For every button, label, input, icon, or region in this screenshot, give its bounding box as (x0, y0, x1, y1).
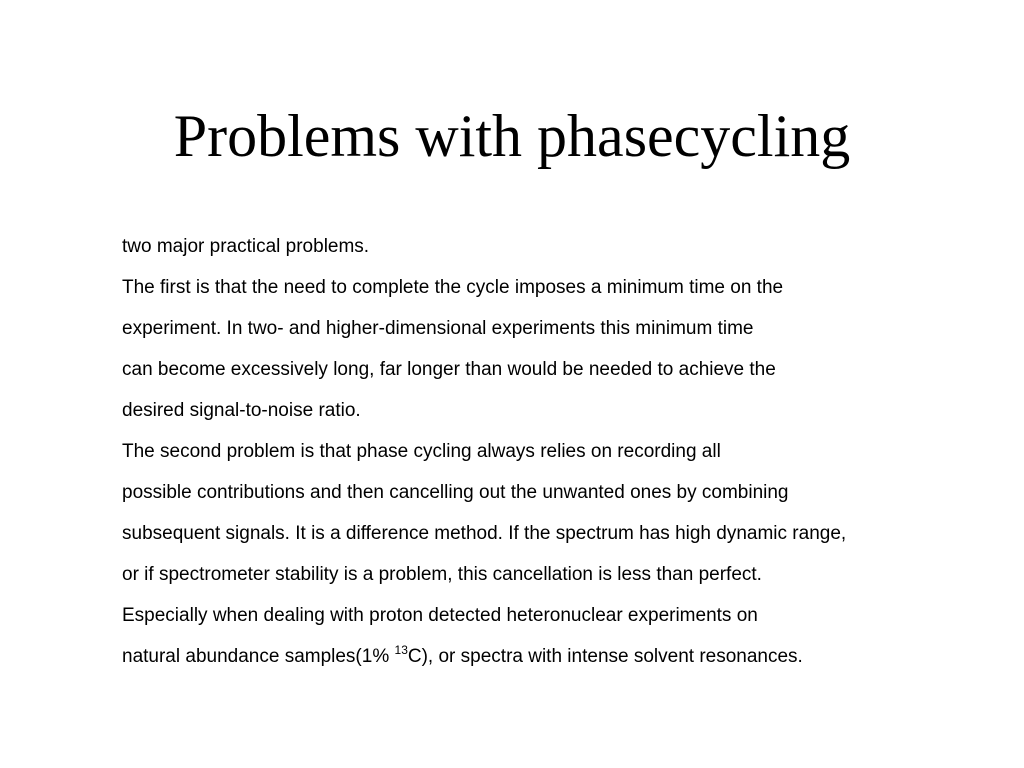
body-line-last (122, 642, 932, 668)
body-line-last-before: natural abundance samples(1% (122, 646, 395, 667)
body-line: two major practical problems. (122, 236, 370, 257)
slide-body (122, 236, 932, 687)
body-line: can become excessively long, far longer than would be needed to achieve the (122, 359, 776, 380)
body-line-last-after: C), or spectra with intense solvent resonances. (407, 646, 803, 667)
body-line: desired signal-to-noise ratio. (122, 400, 361, 421)
body-line: Especially when dealing with proton detected heteronuclear experiments on (122, 605, 758, 626)
slide-title: Problems with phasecycling (173, 103, 851, 169)
body-line: The first is that the need to complete the cycle imposes a minimum time on the (122, 277, 784, 298)
isotope-superscript: 13 (394, 642, 408, 657)
body-line: The second problem is that phase cycling always relies on recording all (122, 441, 721, 462)
body-line: subsequent signals. It is a difference method. If the spectrum has high dynamic range, (122, 523, 847, 544)
body-line: or if spectrometer stability is a problem, this cancellation is less than perfect. (122, 564, 762, 585)
body-line: experiment. In two- and higher-dimensional experiments this minimum time (122, 318, 754, 339)
body-line: possible contributions and then cancelling out the unwanted ones by combining (122, 482, 789, 503)
